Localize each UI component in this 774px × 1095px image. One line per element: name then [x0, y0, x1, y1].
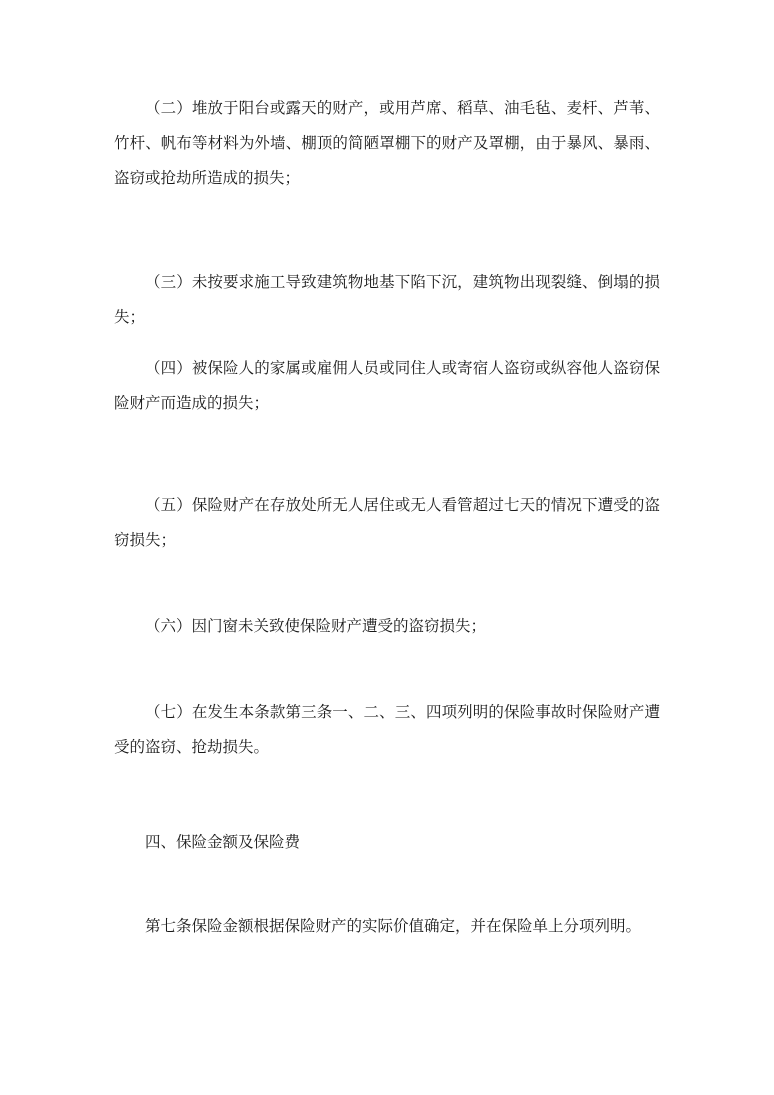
clause-paragraph-4: （四）被保险人的家属或雇佣人员或同住人或寄宿人盗窃或纵容他人盗窃保险财产而造成的损失； [114, 359, 660, 412]
clause-paragraph-7: （七）在发生本条款第三条一、二、三、四项列明的保险事故时保险财产遭受的盗窃、抢劫损失。 [114, 703, 660, 756]
section-heading: 四、保险金额及保险费 [145, 833, 301, 851]
clause-paragraph-5: （五）保险财产在存放处所无人居住或无人看管超过七天的情况下遭受的盗窃损失； [114, 496, 660, 549]
clause-paragraph-2: （二）堆放于阳台或露天的财产，或用芦席、稻草、油毛毡、麦杆、芦苇、竹杆、帆布等材料为外墙、棚顶的简陋罩棚下的财产及罩棚，由于暴风、暴雨、盗窃或抢劫所造成的损失； [114, 99, 660, 187]
clause-paragraph-6: （六）因门窗未关致使保险财产遭受的盗窃损失； [145, 617, 487, 635]
article-paragraph: 第七条保险金额根据保险财产的实际价值确定，并在保险单上分项列明。 [145, 917, 642, 935]
clause-paragraph-3: （三）未按要求施工导致建筑物地基下陷下沉，建筑物出现裂缝、倒塌的损失； [114, 273, 660, 326]
